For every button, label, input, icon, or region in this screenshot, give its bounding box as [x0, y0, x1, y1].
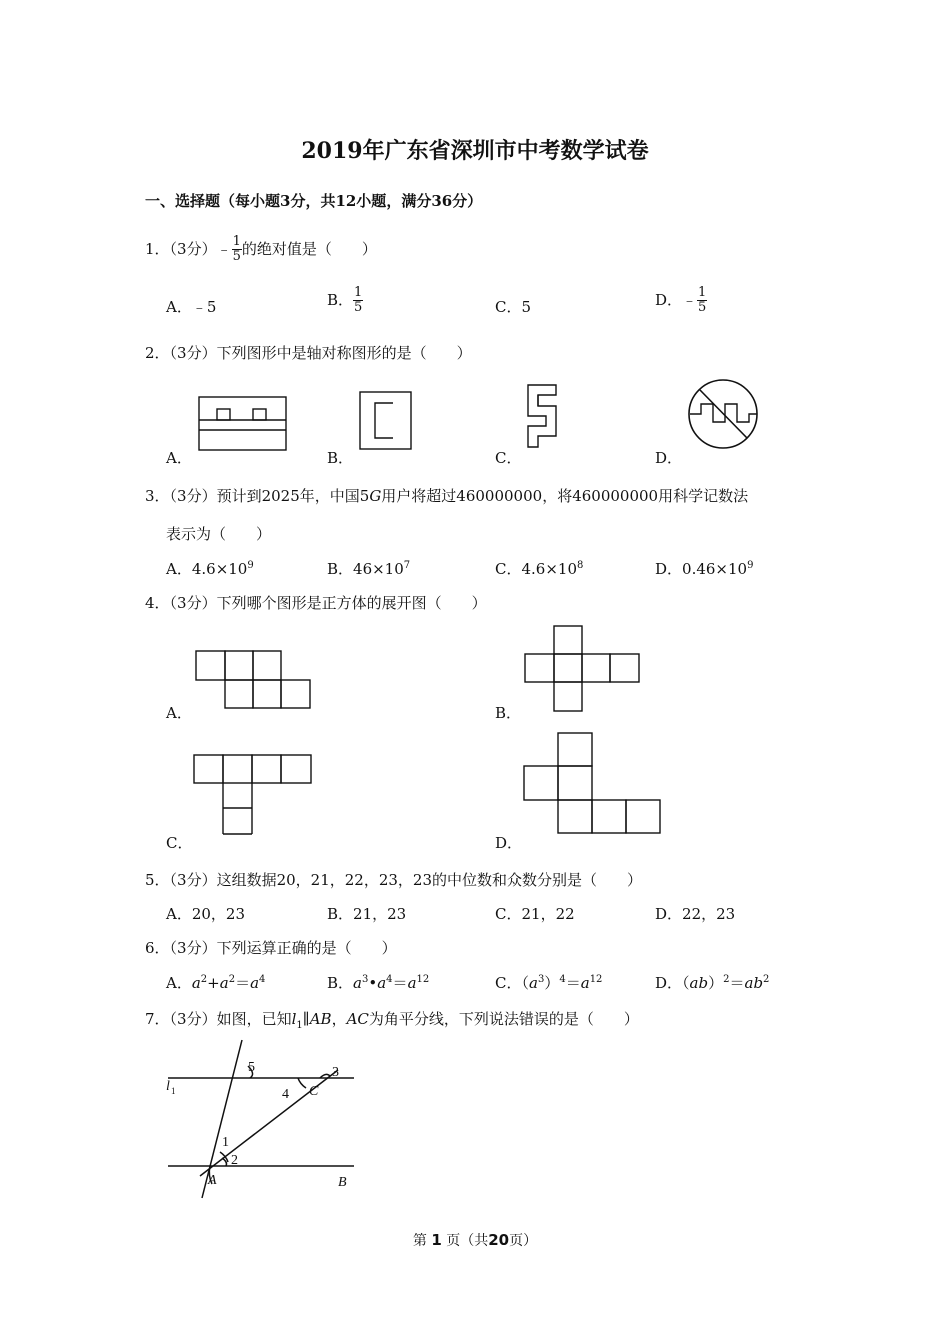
q4-net-b	[524, 625, 642, 713]
option-exponent: 8	[577, 560, 584, 571]
option-exponent: 7	[403, 560, 411, 571]
question-1-sign: ﹣	[216, 239, 232, 258]
figure-label-l1-sub: 1	[171, 1086, 176, 1096]
q3-option-c[interactable]	[495, 558, 583, 579]
q2-figure-b	[359, 391, 413, 451]
stem-text: 7．（3分）如图，已知	[145, 1010, 292, 1028]
figure-label-2: 2	[231, 1153, 238, 1168]
footer-text: 页（共	[446, 1233, 489, 1249]
q6-option-c[interactable]: C．$(a^3)^4=a^{12}$	[495, 974, 603, 992]
q2-figure-c	[526, 384, 560, 450]
option-label: A．	[166, 560, 192, 578]
question-5-stem: 5．（3分）这组数据20，21，22，23，23的中位数和众数分别是（ ）	[145, 871, 643, 889]
q3-option-a[interactable]	[166, 558, 254, 579]
option-text: 5	[521, 298, 532, 316]
q1-option-d[interactable]	[655, 286, 707, 316]
stem-l1: l	[291, 1010, 297, 1028]
stem-ab: AB	[309, 1010, 332, 1028]
stem-text: 3．（3分）预计到2025年，中国5	[145, 487, 370, 505]
section-heading: 一、选择题（每小题3分，共12小题，满分36分）	[145, 192, 483, 210]
option-label: D．	[655, 290, 683, 309]
q4-option-d[interactable]: D．	[495, 834, 523, 852]
q4-option-a[interactable]: A．	[166, 704, 192, 722]
q6-option-b[interactable]: B．$a^3•a^4=a^{12}$	[327, 974, 430, 992]
option-label: B．	[327, 974, 354, 992]
footer-text: 第	[412, 1233, 427, 1249]
figure-label-a: A	[208, 1173, 217, 1188]
question-1-number: 1．（3分）	[145, 239, 217, 258]
stem-italic-g: G	[369, 487, 382, 505]
q5-option-b[interactable]: B．21，23	[327, 905, 407, 923]
question-6-stem: 6．（3分）下列运算正确的是（ ）	[145, 939, 397, 957]
option-base: 46×10	[353, 560, 404, 578]
page-footer	[0, 1230, 950, 1250]
stem-parallel: ∥	[302, 1010, 310, 1028]
figure-label-b: B	[338, 1175, 347, 1190]
q4-option-b[interactable]: B．	[495, 704, 522, 722]
q2-figure-d	[687, 378, 761, 452]
q1-option-a[interactable]	[166, 296, 216, 317]
q4-net-a	[195, 650, 313, 710]
q2-figure-a	[198, 396, 288, 452]
option-sign: ﹣	[682, 290, 698, 309]
q4-option-c[interactable]: C．	[166, 834, 193, 852]
question-1-fraction	[232, 235, 242, 265]
figure-label-1: 1	[222, 1135, 229, 1150]
q2-option-a[interactable]: A．	[166, 449, 192, 467]
figure-label-c: C	[309, 1084, 319, 1099]
q4-net-c	[193, 754, 315, 836]
fraction-numerator: 1	[698, 285, 707, 300]
stem-text: 用户将超过460000000，将460000000用科学记数法	[381, 487, 749, 505]
option-label: C．	[495, 974, 522, 992]
option-label: B．	[327, 290, 354, 309]
stem-text: 为角平分线，下列说法错误的是（ ）	[368, 1010, 639, 1028]
question-1-stem-rest: 的绝对值是（ ）	[241, 239, 377, 258]
option-fraction	[697, 286, 707, 316]
option-base: 0.46×10	[682, 560, 748, 578]
q5-option-d[interactable]: D．22，23	[655, 905, 736, 923]
fraction-denominator: 5	[354, 300, 363, 316]
figure-label-l1: l	[166, 1079, 170, 1094]
option-label: D．	[655, 560, 683, 578]
option-label: A．	[166, 298, 192, 316]
option-base: 4.6×10	[521, 560, 577, 578]
option-exponent: 9	[747, 560, 754, 571]
option-text: ﹣5	[191, 298, 217, 316]
footer-page-number: 1	[431, 1231, 442, 1249]
stem-text: ，	[331, 1010, 347, 1028]
option-label: B．	[327, 560, 354, 578]
q2-option-b[interactable]: B．	[327, 449, 354, 467]
option-fraction	[353, 286, 363, 316]
exam-title: 2019年广东省深圳市中考数学试卷	[301, 138, 649, 164]
option-label: A．	[166, 974, 192, 992]
fraction-denominator: 5	[232, 249, 241, 265]
q3-option-d[interactable]	[655, 558, 753, 579]
q5-option-c[interactable]: C．21，22	[495, 905, 575, 923]
question-4-stem: 4．（3分）下列哪个图形是正方体的展开图（ ）	[145, 594, 487, 612]
q2-option-d[interactable]: D．	[655, 449, 683, 467]
option-label: C．	[495, 560, 522, 578]
question-2-stem: 2．（3分）下列图形中是轴对称图形的是（ ）	[145, 344, 472, 362]
q6-option-a[interactable]: A．$a^2+a^2=a^4$	[166, 974, 266, 992]
question-3-stem-line2: 表示为（ ）	[166, 525, 272, 543]
figure-label-5: 5	[248, 1060, 255, 1075]
q4-net-d	[523, 732, 663, 836]
fraction-numerator: 1	[354, 285, 363, 300]
q7-figure	[160, 1038, 360, 1203]
fraction-denominator: 5	[698, 300, 707, 316]
stem-l1-subscript: 1	[296, 1020, 303, 1031]
footer-text: 页）	[509, 1233, 538, 1249]
footer-total-pages: 20	[488, 1231, 510, 1249]
option-label: D．	[655, 974, 683, 992]
option-label: C．	[495, 298, 522, 316]
question-3-stem	[145, 485, 748, 506]
question-1-stem	[145, 235, 377, 265]
stem-ac: AC	[346, 1010, 369, 1028]
question-7-stem	[145, 1008, 639, 1031]
q3-option-b[interactable]	[327, 558, 410, 579]
q1-option-b[interactable]	[327, 286, 363, 316]
q2-option-c[interactable]: C．	[495, 449, 522, 467]
figure-label-3: 3	[332, 1065, 339, 1080]
figure-label-4: 4	[282, 1087, 289, 1102]
option-exponent: 9	[247, 560, 254, 571]
fraction-numerator: 1	[232, 234, 241, 249]
q5-option-a[interactable]: A．20，23	[166, 905, 246, 923]
q6-option-d[interactable]: D．$(ab)^2=ab^2$	[655, 974, 770, 992]
q1-option-c[interactable]	[495, 296, 531, 317]
option-base: 4.6×10	[191, 560, 248, 578]
